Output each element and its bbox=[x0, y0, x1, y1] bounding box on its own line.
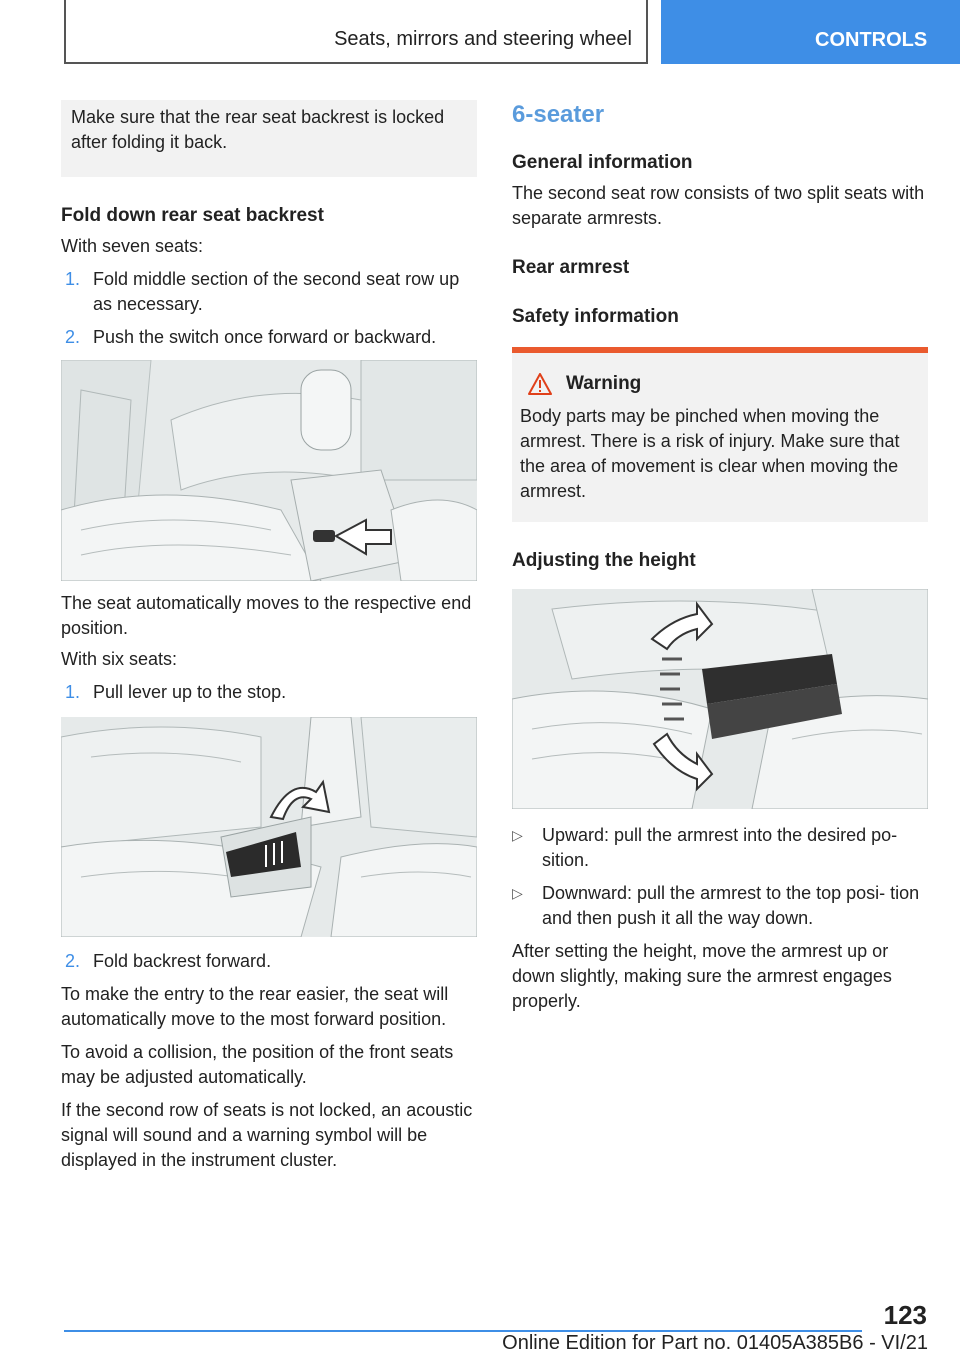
step-text: Fold middle section of the second seat row up as necessary. bbox=[93, 269, 460, 314]
six-seats-steps-continued bbox=[61, 949, 477, 974]
triangle-bullet-icon: ▷ bbox=[512, 827, 523, 843]
six-seater-title: 6-seater bbox=[512, 101, 605, 128]
step-number: 2. bbox=[65, 951, 81, 971]
step-text: Push the switch once forward or backward. bbox=[93, 327, 437, 347]
warning-title-row bbox=[520, 371, 920, 396]
seven-seats-steps bbox=[61, 267, 477, 350]
safety-info-heading: Safety information bbox=[512, 306, 679, 327]
figure-armrest-height bbox=[512, 589, 928, 809]
six-seats-steps bbox=[61, 680, 477, 705]
footer-edition: Online Edition for Part no. 01405A385B6 - VI/21 bbox=[502, 1332, 928, 1354]
list-item bbox=[61, 680, 477, 705]
armrest-height-illustration bbox=[512, 589, 928, 809]
warning-text: Body parts may be pinched when moving the armrest. There is a risk of injury. Make sure that the area of movement is clear when moving the armrest. bbox=[520, 406, 900, 501]
list-item bbox=[61, 325, 477, 350]
not-locked-text: If the second row of seats is not locked, an acoustic signal will sound and a warning symbol will be displayed in the instrument cluster. bbox=[61, 1100, 473, 1170]
header-section-title: Seats, mirrors and steering wheel bbox=[334, 28, 632, 50]
after-setting-text: After setting the height, move the armrest up or down slightly, making sure the armrest engages properly. bbox=[512, 941, 892, 1011]
rear-armrest-heading: Rear armrest bbox=[512, 257, 630, 278]
right-column bbox=[512, 100, 928, 1014]
bullet-text: Downward: pull the armrest to the top posi‐ tion and then push it all the way down. bbox=[542, 883, 920, 928]
step-number: 1. bbox=[65, 682, 81, 702]
auto-moves-text: The seat automatically moves to the respective end position. bbox=[61, 593, 472, 638]
warning-box bbox=[512, 347, 928, 522]
step-text: Fold backrest forward. bbox=[93, 951, 272, 971]
info-note-box bbox=[61, 100, 477, 177]
warning-title: Warning bbox=[566, 373, 642, 394]
figure-seat-lever bbox=[61, 717, 477, 937]
figure-seat-switch bbox=[61, 360, 477, 581]
page-number: 123 bbox=[883, 1300, 927, 1330]
list-item bbox=[512, 823, 928, 873]
step-text: Pull lever up to the stop. bbox=[93, 682, 287, 702]
collision-text: To avoid a collision, the position of the front seats may be adjusted automatically. bbox=[61, 1042, 454, 1087]
info-note-text: Make sure that the rear seat backrest is locked after folding it back. bbox=[71, 107, 445, 152]
step-number: 1. bbox=[65, 269, 81, 289]
adjusting-height-heading: Adjusting the height bbox=[512, 550, 696, 571]
step-number: 2. bbox=[65, 327, 81, 347]
general-info-heading: General information bbox=[512, 152, 693, 173]
general-info-text: The second seat row consists of two split seats with separate armrests. bbox=[512, 183, 925, 228]
armrest-bullets bbox=[512, 823, 928, 931]
header-chapter-title: CONTROLS bbox=[815, 29, 928, 51]
left-column bbox=[61, 100, 477, 1173]
bullet-text: Upward: pull the armrest into the desired po‐ sition. bbox=[542, 825, 898, 870]
entry-easier-text: To make the entry to the rear easier, the seat will automatically move to the most forward position. bbox=[61, 984, 449, 1029]
list-item bbox=[61, 949, 477, 974]
fold-down-heading: Fold down rear seat backrest bbox=[61, 205, 324, 226]
six-seats-label: With six seats: bbox=[61, 649, 178, 669]
seat-switch-illustration bbox=[61, 360, 477, 581]
warning-triangle-icon bbox=[528, 373, 552, 395]
header-chapter-tab bbox=[661, 0, 960, 64]
header-section-box bbox=[64, 0, 648, 64]
triangle-bullet-icon: ▷ bbox=[512, 885, 523, 901]
list-item bbox=[512, 881, 928, 931]
seat-lever-illustration bbox=[61, 717, 477, 937]
seven-seats-label: With seven seats: bbox=[61, 236, 204, 256]
list-item bbox=[61, 267, 477, 317]
